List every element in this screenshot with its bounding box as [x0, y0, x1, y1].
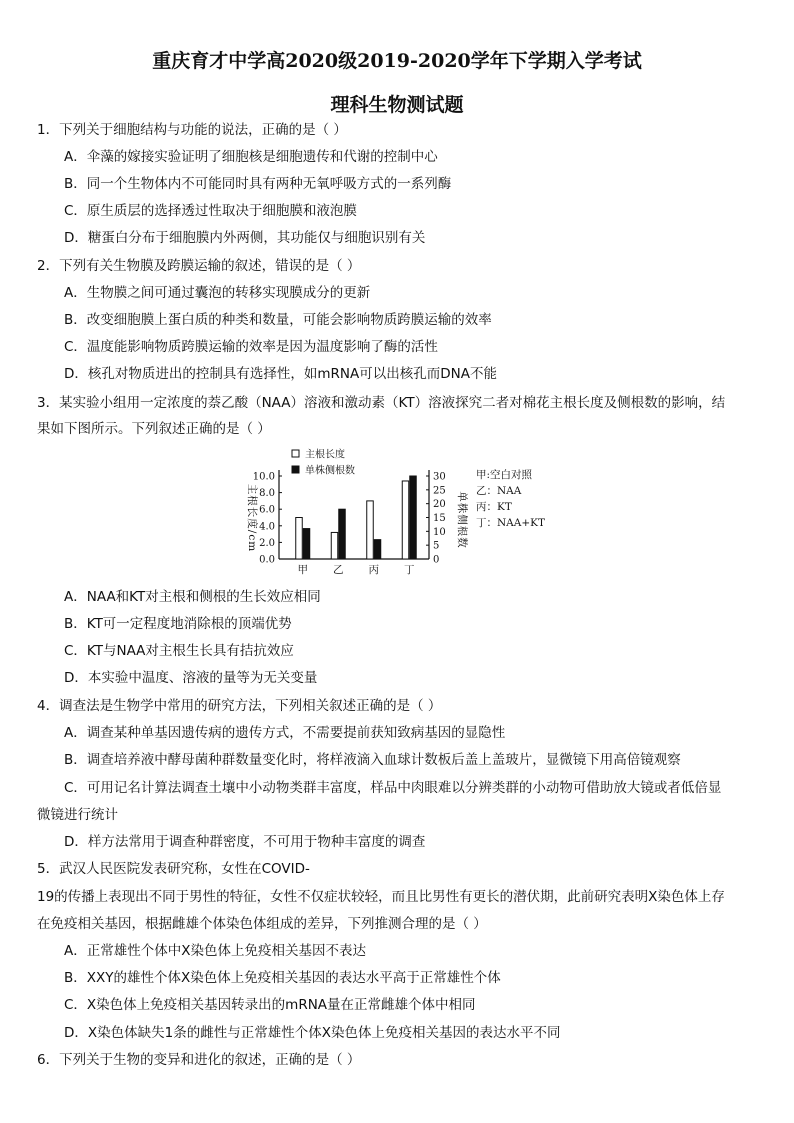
chart-bar [367, 501, 374, 559]
question-3-stem-line-1: 3．某实验小组用一定浓度的萘乙酸（NAA）溶液和激动素（KT）溶液探究二者对棉花主根长度及侧根数的影响，结 [37, 395, 726, 411]
page-subtitle: 理科生物测试题 [330, 94, 464, 116]
chart-tick-label-left: 10.0 [252, 471, 275, 483]
question-2-stem: 2．下列有关生物膜及跨膜运输的叙述，错误的是（ ） [37, 258, 361, 274]
chart-tick-label-left: 6.0 [259, 504, 275, 516]
question-5-option-c: C．X染色体上免疫相关基因转录出的mRNA量在正常雌雄个体中相同 [64, 997, 476, 1013]
chart-tick-label-left: 2.0 [259, 537, 275, 549]
chart-category-label: 丙 [368, 564, 379, 576]
chart-bar [331, 532, 338, 559]
question-2-option-d: D．核孔对物质进出的控制具有选择性，如mRNA可以出核孔而DNA不能 [64, 366, 497, 382]
question-4-option-b: B．调查培养液中酵母菌种群数量变化时，将样液滴入血球计数板后盖上盖玻片，显微镜下用高倍镜观察 [64, 752, 681, 768]
chart-legend-label: 单株侧根数 [305, 465, 355, 477]
chart-bars [296, 476, 417, 559]
question-2-option-b: B．改变细胞膜上蛋白质的种类和数量，可能会影响物质跨膜运输的效率 [64, 312, 492, 328]
chart-category-label: 乙 [333, 564, 344, 576]
root-growth-chart [236, 448, 566, 580]
question-3-stem-line-2: 果如下图所示。下列叙述正确的是（ ） [37, 421, 271, 437]
question-5-option-d: D．X染色体缺失1条的雌性与正常雄性个体X染色体上免疫相关基因的表达水平不同 [64, 1025, 561, 1041]
chart-group-note: 丙：KT [476, 501, 512, 513]
question-3-option-d: D．本实验中温度、溶液的量等为无关变量 [64, 670, 318, 686]
question-3-option-c: C．KT与NAA对主根生长具有拮抗效应 [64, 643, 294, 659]
question-5-option-b: B．XXY的雄性个体X染色体上免疫相关基因的表达水平高于正常雄性个体 [64, 970, 501, 986]
chart-tick-label-right: 15 [433, 513, 446, 524]
question-4-option-d: D．样方法常用于调查种群密度，不可用于物种丰富度的调查 [64, 834, 426, 850]
chart-svg [236, 448, 566, 580]
chart-category-label: 丁 [404, 564, 415, 576]
chart-group-note: 丁：NAA+KT [476, 517, 545, 529]
chart-labels [246, 448, 545, 576]
chart-tick-label-right: 20 [433, 499, 446, 511]
question-1-option-c: C．原生质层的选择透过性取决于细胞膜和液泡膜 [64, 203, 357, 219]
chart-ylabel-left: 主根长度/cm [246, 483, 258, 553]
chart-legend-label: 主根长度 [305, 449, 345, 461]
question-4-stem: 4．调查法是生物学中常用的研究方法，下列相关叙述正确的是（ ） [37, 698, 442, 714]
chart-bar [402, 481, 409, 559]
chart-tick-label-left: 4.0 [259, 521, 275, 533]
question-3-option-a: A．NAA和KT对主根和侧根的生长效应相同 [64, 589, 321, 605]
question-4-option-a: A．调查某种单基因遗传病的遗传方式，不需要提前获知致病基因的显隐性 [64, 725, 506, 741]
chart-tick-label-left: 0.0 [259, 554, 275, 566]
question-1-option-a: A．伞藻的嫁接实验证明了细胞核是细胞遗传和代谢的控制中心 [64, 149, 438, 165]
question-1-option-d: D．糖蛋白分布于细胞膜内外两侧，其功能仅与细胞识别有关 [64, 230, 426, 246]
chart-category-label: 甲 [297, 564, 308, 576]
chart-group-note: 乙：NAA [476, 485, 522, 497]
chart-tick-label-right: 0 [433, 554, 440, 566]
question-3-option-b: B．KT可一定程度地消除根的顶端优势 [64, 616, 292, 632]
chart-bar [303, 529, 310, 559]
chart-bar [410, 476, 417, 559]
question-4-option-c-cont: 微镜进行统计 [37, 807, 118, 823]
question-2-option-c: C．温度能影响物质跨膜运输的效率是因为温度影响了酶的活性 [64, 339, 438, 355]
question-5-option-a: A．正常雄性个体中X染色体上免疫相关基因不表达 [64, 943, 366, 959]
question-6-stem: 6．下列关于生物的变异和进化的叙述，正确的是（ ） [37, 1052, 361, 1068]
page-title: 重庆育才中学高2020级2019-2020学年下学期入学考试 [152, 50, 642, 72]
chart-tick-label-right: 10 [433, 526, 446, 538]
chart-bar [296, 518, 303, 560]
question-5-stem-line-1: 5．武汉人民医院发表研究称，女性在COVID- [37, 861, 310, 877]
chart-legend-swatch [292, 466, 299, 473]
chart-bar [339, 509, 346, 559]
chart-legend-swatch [292, 450, 299, 457]
question-2-option-a: A．生物膜之间可通过囊泡的转移实现膜成分的更新 [64, 285, 371, 301]
chart-tick-label-right: 30 [433, 471, 446, 483]
chart-tick-label-right: 5 [433, 540, 440, 552]
chart-tick-label-right: 25 [433, 485, 446, 497]
question-4-option-c: C．可用记名计算法调查土壤中小动物类群丰富度，样品中肉眼难以分辨类群的小动物可借助放大镜或者低倍显 [64, 780, 722, 796]
question-1-stem: 1．下列关于细胞结构与功能的说法，正确的是（ ） [37, 122, 347, 138]
chart-tick-label-left: 8.0 [259, 488, 275, 500]
question-5-stem-line-2: 19的传播上表现出不同于男性的特征，女性不仅症状较轻，而且比男性有更长的潜伏期，此前研究表明X染色体上存 [37, 889, 725, 905]
question-1-option-b: B．同一个生物体内不可能同时具有两种无氧呼吸方式的一系列酶 [64, 176, 452, 192]
chart-group-note: 甲:空白对照 [476, 469, 533, 481]
question-5-stem-line-3: 在免疫相关基因，根据雌雄个体染色体组成的差异，下列推测合理的是（ ） [37, 916, 487, 932]
chart-ylabel-right: 单株侧根数 [456, 491, 468, 549]
chart-bar [374, 540, 381, 559]
